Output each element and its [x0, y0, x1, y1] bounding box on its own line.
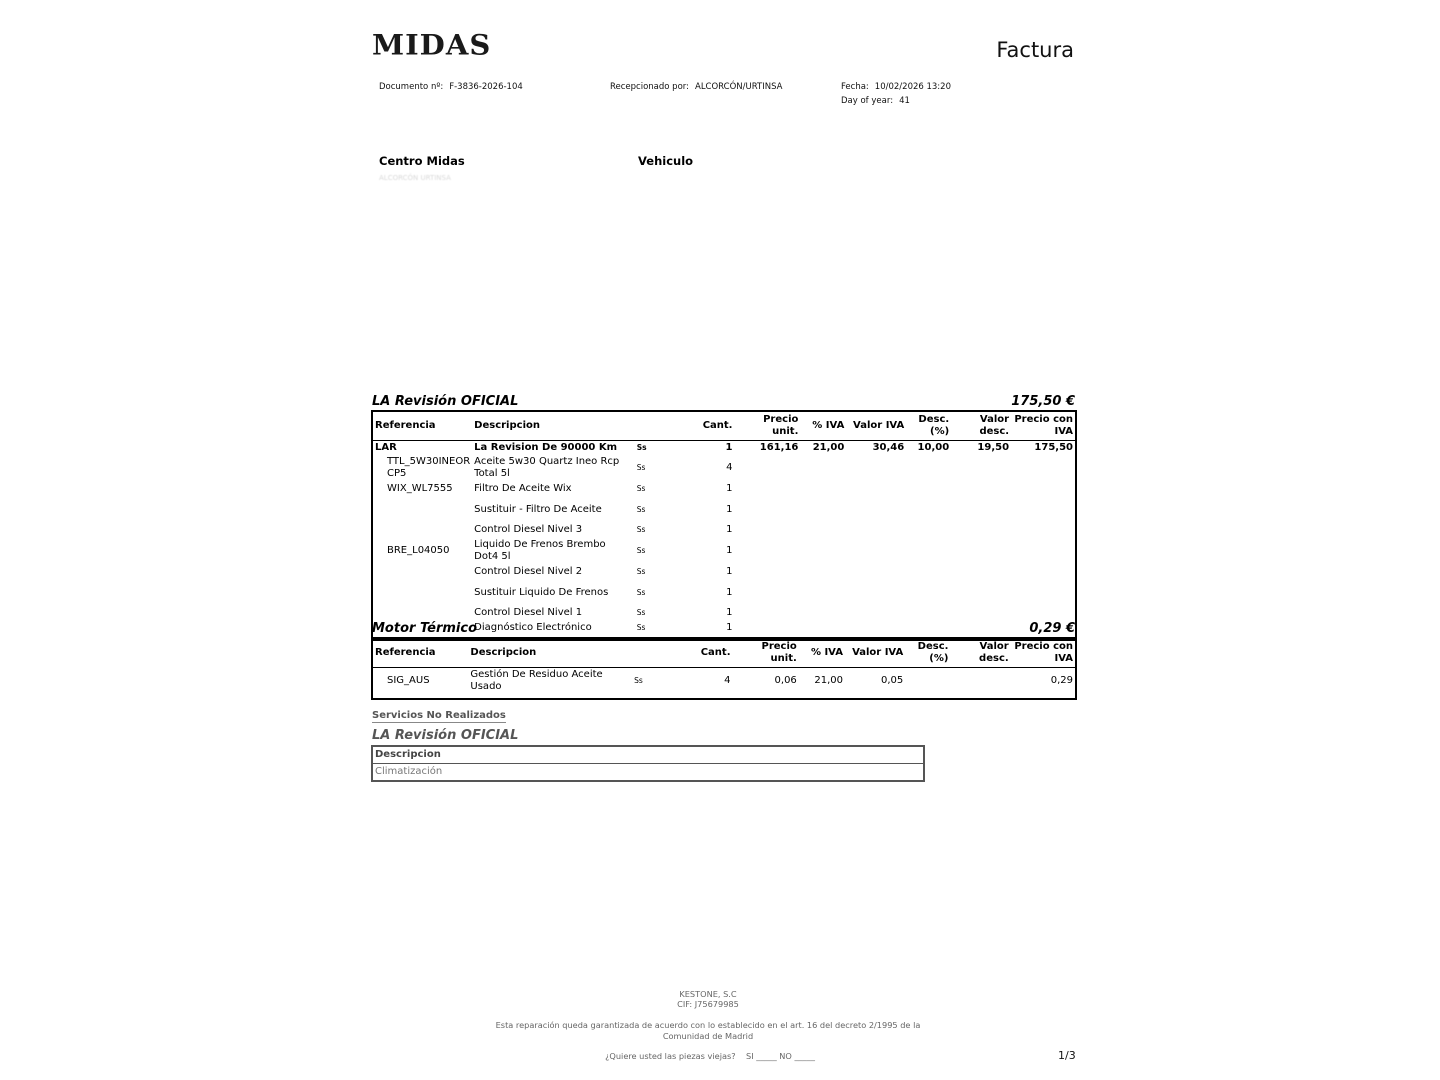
centro-title: Centro Midas: [379, 154, 465, 168]
table-row: [373, 455, 1075, 482]
cell-descripcion: Control Diesel Nivel 2: [474, 565, 583, 577]
footer-cif: CIF: J75679985: [677, 999, 739, 1009]
cell-valor-iva: [846, 565, 906, 580]
cell-ss: Ss: [636, 442, 647, 452]
day-of-year-label: Day of year:: [841, 96, 894, 106]
no-realizados-group-name: [372, 728, 672, 743]
cell-precio-iva: [1011, 538, 1075, 565]
cell-valor-desc: [951, 482, 1011, 497]
fecha-field: [841, 82, 951, 92]
day-of-year-field: [841, 96, 910, 106]
cell-valor-desc: [951, 606, 1011, 621]
table-row: [373, 667, 1075, 694]
col-precio-iva: Precio con IVA: [1014, 640, 1073, 664]
col-valor-desc: Valor desc.: [979, 640, 1009, 664]
cell-valor-desc: [951, 565, 1011, 580]
col-precio: Precio unit.: [761, 640, 797, 664]
cell-desc-pct: [906, 606, 951, 621]
col-valor-desc: Valor desc.: [979, 413, 1010, 437]
cell-cant: 1: [726, 545, 733, 556]
cell-cant: 1: [726, 607, 733, 619]
cell-precio-iva: 175,50: [1034, 441, 1073, 453]
cell-valor-iva: [846, 538, 906, 565]
recepcionado-label: Recepcionado por:: [610, 82, 689, 92]
cell-desc-pct: [906, 565, 951, 580]
fecha-value: 10/02/2026 13:20: [874, 82, 951, 92]
cell-desc-pct: [906, 482, 951, 497]
cell-referencia: BRE_L04050: [387, 545, 450, 556]
cell-desc-pct: [906, 496, 951, 523]
cell-ss: Ss: [636, 546, 646, 555]
cell-valor-iva: [846, 523, 906, 538]
cell-precio: [734, 565, 800, 580]
cell-precio: [734, 538, 800, 565]
cell-descripcion: Aceite 5w30 Quartz Ineo Rcp Total 5l: [474, 456, 620, 479]
group-name: Motor Térmico: [372, 621, 478, 636]
cell-referencia: [373, 496, 472, 523]
col-precio: Precio unit.: [763, 413, 799, 437]
cell-iva: [800, 565, 846, 580]
centro-address: ALCORCÓN URTINSA: [379, 174, 451, 182]
footer-company: KESTONE, S.C: [679, 989, 737, 999]
cell-referencia: [373, 606, 472, 621]
cell-precio: [734, 579, 800, 606]
col-desc-pct: Desc. (%): [917, 640, 949, 664]
cell-referencia: [373, 579, 472, 606]
no-realizados-header: Descripcion: [373, 747, 923, 764]
fecha-label: Fecha:: [841, 82, 869, 92]
cell-desc-pct: [906, 579, 951, 606]
items-table: [373, 639, 1075, 698]
cell-valor-desc: 19,50: [977, 441, 1010, 453]
no-realizados-item: Climatización: [375, 766, 443, 777]
cell-iva: [800, 523, 846, 538]
cell-valor-desc: [951, 496, 1011, 523]
cell-cant: 1: [726, 621, 733, 633]
group-header: [372, 394, 1075, 409]
cell-cant: 4: [724, 674, 731, 686]
items-table-box: [371, 637, 1077, 700]
cell-valor-desc: [950, 667, 1010, 694]
cell-cant: 1: [726, 482, 733, 494]
cell-valor-desc: [951, 579, 1011, 606]
table-row: [373, 496, 1075, 523]
cell-descripcion: La Revision De 90000 Km: [474, 441, 618, 453]
cell-valor-desc: [951, 455, 1011, 482]
group-name: LA Revisión OFICIAL: [372, 728, 519, 743]
cell-valor-iva: 30,46: [872, 441, 905, 453]
cell-referencia: WIX_WL7555: [387, 482, 453, 494]
cell-valor-iva: [846, 455, 906, 482]
cell-precio: 161,16: [759, 441, 799, 453]
cell-cant: 1: [726, 586, 733, 598]
cell-precio-iva: [1011, 523, 1075, 538]
cell-descripcion: Diagnóstico Electrónico: [474, 621, 592, 633]
group-total: 175,50 €: [1011, 394, 1075, 409]
col-cant: Cant.: [702, 419, 733, 431]
cell-iva: [800, 579, 846, 606]
documento-value: F-3836-2026-104: [449, 82, 523, 92]
col-iva: % IVA: [810, 646, 843, 658]
documento-label: Documento nº:: [379, 82, 444, 92]
cell-cant: 1: [726, 565, 733, 577]
items-table: [373, 412, 1075, 639]
col-precio-iva: Precio con IVA: [1014, 413, 1073, 437]
table-row: [373, 482, 1075, 497]
group-name: LA Revisión OFICIAL: [372, 394, 519, 409]
cell-descripcion: Sustituir Liquido De Frenos: [474, 586, 609, 598]
table-row: [373, 523, 1075, 538]
page-number: 1/3: [1058, 1049, 1076, 1062]
vehiculo-title: Vehiculo: [638, 154, 694, 168]
footer-old-parts-question: ¿Quiere usted las piezas viejas? SI _____ NO _____: [605, 1051, 815, 1061]
footer-guarantee-line-1: Esta reparación queda garantizada de acuerdo con lo establecido en el art. 16 del decreto 2/1995 de la: [495, 1020, 921, 1030]
cell-descripcion: Sustituir - Filtro De Aceite: [474, 503, 602, 515]
cell-precio: [734, 496, 800, 523]
col-iva: % IVA: [812, 419, 845, 431]
recepcionado-value: ALCORCÓN/URTINSA: [695, 82, 783, 92]
table-row: [373, 440, 1075, 455]
cell-desc-pct: [906, 538, 951, 565]
col-ss: [632, 639, 680, 667]
cell-cant: 4: [726, 462, 733, 473]
table-padding-row: [373, 694, 1075, 698]
cell-iva: 21,00: [814, 674, 843, 686]
cell-desc-pct: [906, 455, 951, 482]
servicios-no-realizados-label: Servicios No Realizados: [372, 710, 506, 721]
cell-referencia: [373, 523, 472, 538]
cell-precio: [734, 482, 800, 497]
cell-precio: [734, 523, 800, 538]
cell-valor-iva: [846, 579, 906, 606]
cell-ss: Ss: [636, 504, 646, 514]
cell-ss: Ss: [636, 483, 646, 493]
cell-precio-iva: [1011, 606, 1075, 621]
cell-referencia: LAR: [375, 441, 397, 453]
cell-cant: 1: [726, 524, 733, 536]
cell-cant: 1: [725, 441, 733, 453]
day-of-year-value: 41: [899, 96, 910, 106]
cell-descripcion: Control Diesel Nivel 3: [474, 524, 583, 536]
cell-ss: Ss: [636, 622, 646, 632]
col-ss: [635, 412, 683, 440]
col-referencia: Referencia: [375, 646, 436, 658]
table-row: [373, 606, 1075, 621]
col-cant: Cant.: [700, 646, 731, 658]
cell-precio-iva: [1011, 496, 1075, 523]
cell-cant: 1: [726, 503, 733, 515]
cell-iva: [800, 496, 846, 523]
items-table-body: [373, 667, 1075, 698]
cell-ss: Ss: [636, 525, 646, 535]
col-referencia: Referencia: [375, 419, 436, 431]
cell-descripcion: Filtro De Aceite Wix: [474, 482, 572, 494]
table-header-row: [373, 639, 1075, 667]
cell-precio-iva: 0,29: [1050, 674, 1073, 686]
group-total: 0,29 €: [1029, 621, 1075, 636]
table-header-row: [373, 412, 1075, 440]
footer-guarantee-line-2: Comunidad de Madrid: [662, 1031, 754, 1041]
cell-desc-pct: [905, 667, 950, 694]
cell-precio: [734, 455, 800, 482]
no-realizados-table: [371, 745, 925, 782]
cell-iva: [800, 538, 846, 565]
cell-desc-pct: 10,00: [917, 441, 950, 453]
cell-ss: Ss: [636, 608, 646, 618]
table-row: [373, 579, 1075, 606]
cell-descripcion: Gestión De Residuo Aceite Usado: [470, 668, 603, 692]
cell-valor-iva: [846, 496, 906, 523]
cell-valor-iva: [846, 606, 906, 621]
cell-iva: [800, 482, 846, 497]
cell-precio: [734, 606, 800, 621]
group-header: [372, 621, 1075, 636]
col-descripcion: Descripcion: [470, 646, 537, 658]
cell-precio-iva: [1011, 579, 1075, 606]
cell-desc-pct: [906, 523, 951, 538]
items-table-box: [371, 410, 1077, 641]
cell-valor-iva: 0,05: [880, 674, 904, 686]
cell-descripcion: Control Diesel Nivel 1: [474, 607, 583, 619]
col-descripcion: Descripcion: [474, 419, 540, 431]
cell-ss: Ss: [636, 463, 646, 472]
cell-iva: [800, 606, 846, 621]
cell-iva: 21,00: [812, 441, 845, 453]
cell-valor-desc: [951, 538, 1011, 565]
recepcionado-field: [610, 82, 782, 92]
midas-logo: MIDAS: [372, 28, 492, 62]
col-desc-pct: Desc. (%): [918, 413, 950, 437]
cell-ss: Ss: [636, 587, 646, 597]
cell-precio-iva: [1011, 482, 1075, 497]
table-row: [373, 565, 1075, 580]
documento-field: [379, 82, 523, 92]
table-row: [373, 538, 1075, 565]
cell-precio-iva: [1011, 455, 1075, 482]
cell-precio-iva: [1011, 565, 1075, 580]
cell-ss: Ss: [634, 675, 643, 685]
cell-valor-desc: [951, 523, 1011, 538]
cell-referencia: SIG_AUS: [387, 674, 430, 686]
cell-referencia: [373, 565, 472, 580]
cell-ss: Ss: [636, 566, 646, 576]
items-table-body: [373, 440, 1075, 639]
col-valor-iva: Valor IVA: [853, 419, 905, 431]
col-valor-iva: Valor IVA: [852, 646, 904, 658]
cell-descripcion: Liquido De Frenos Brembo Dot4 5l: [474, 539, 606, 562]
cell-iva: [800, 455, 846, 482]
cell-valor-iva: [846, 482, 906, 497]
cell-precio: 0,06: [774, 674, 797, 686]
cell-referencia: TTL_5W30INEOR CP5: [387, 456, 471, 479]
document-title: Factura: [996, 38, 1074, 62]
